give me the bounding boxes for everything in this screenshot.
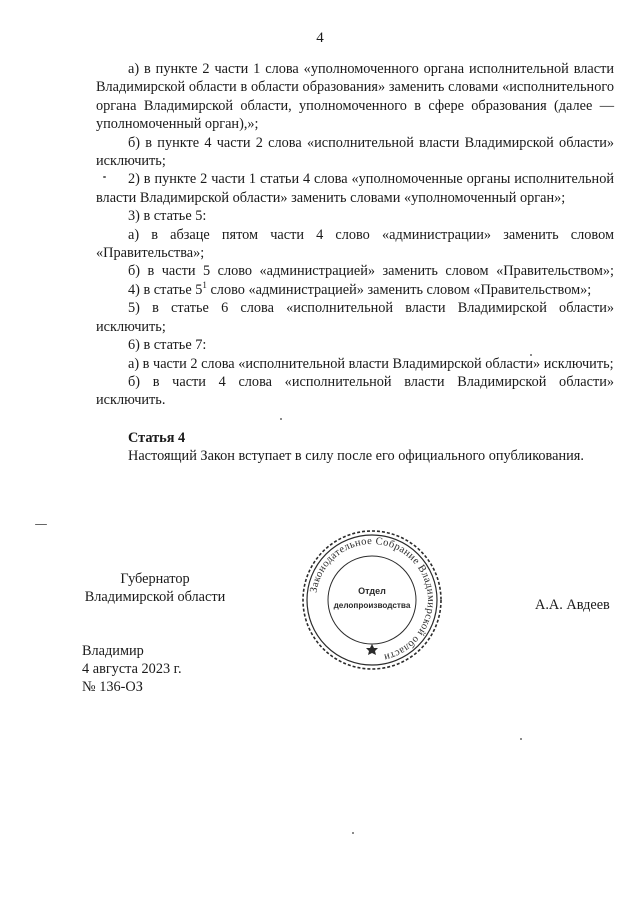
amendment-paragraph: б) в части 4 слова «исполнительной власти Владимирской области» исключить. bbox=[96, 373, 614, 409]
scan-speck bbox=[352, 832, 354, 834]
law-number: № 136-ОЗ bbox=[82, 679, 143, 695]
superscript-marker: 1 bbox=[202, 280, 207, 291]
signatory-title bbox=[80, 570, 230, 606]
seal-graphic bbox=[300, 528, 444, 672]
signatory-title-line: Губернатор bbox=[120, 571, 190, 587]
amendment-paragraph: а) в части 2 слова «исполнительной власти Владимирской области» исключить; bbox=[128, 355, 614, 372]
page-number: 4 bbox=[316, 30, 324, 46]
amendment-paragraph: б) в части 5 слово «администрацией» заменить словом «Правительством»; bbox=[128, 263, 614, 280]
scan-speck bbox=[103, 176, 106, 178]
amendment-paragraph: а) в абзаце пятом части 4 слово «администрации» заменить словом «Правительства»; bbox=[96, 226, 614, 262]
amendment-text: слово «администрацией» заменить словом «Правительством»; bbox=[206, 281, 592, 298]
amendment-paragraph: 3) в статье 5: bbox=[128, 208, 207, 225]
amendment-paragraph-superscript bbox=[96, 281, 614, 299]
amendment-paragraph: 6) в статье 7: bbox=[128, 337, 207, 354]
seal-center-line: делопроизводства bbox=[333, 601, 411, 610]
amendment-paragraph: 2) в пункте 2 части 1 статьи 4 слова «уполномоченные органы исполнительной власти Владимирской области» заменить словами «уполномоченный орган»; bbox=[96, 171, 614, 206]
scan-speck bbox=[280, 418, 282, 420]
amendment-text: 4) в статье 5 bbox=[128, 281, 203, 298]
signatory-name: А.А. Авдеев bbox=[535, 597, 610, 613]
scan-speck bbox=[530, 354, 532, 356]
place-and-date bbox=[82, 642, 182, 696]
seal-center-line: Отдел bbox=[358, 586, 386, 596]
scan-speck bbox=[35, 524, 47, 525]
amendment-paragraph: 5) в статье 6 слова «исполнительной власти Владимирской области» исключить; bbox=[96, 300, 614, 335]
scan-speck bbox=[520, 738, 522, 740]
seal-ring-text: Законодательное Собрание Владимирской области bbox=[308, 535, 437, 663]
article-text: Настоящий Закон вступает в силу после его официального опубликования. bbox=[128, 448, 584, 465]
amendment-paragraph: а) в пункте 2 части 1 слова «уполномоченного органа исполнительной власти Владимирской области в области образования» заменить словами «исполнительного органа Владимирской области, уполномоченного в сфере образования (далее — уполномоченный орган),»; bbox=[96, 61, 614, 133]
article-heading: Статья 4 bbox=[128, 429, 186, 446]
city: Владимир bbox=[82, 643, 144, 659]
amendment-paragraph: б) в пункте 4 части 2 слова «исполнительной власти Владимирской области» исключить; bbox=[96, 134, 614, 170]
official-seal-stamp bbox=[300, 528, 444, 672]
seal-star-icon bbox=[366, 644, 378, 655]
law-amendments-text bbox=[96, 60, 614, 466]
signatory-title-line: Владимирской области bbox=[84, 589, 226, 605]
signing-date: 4 августа 2023 г. bbox=[82, 661, 182, 677]
